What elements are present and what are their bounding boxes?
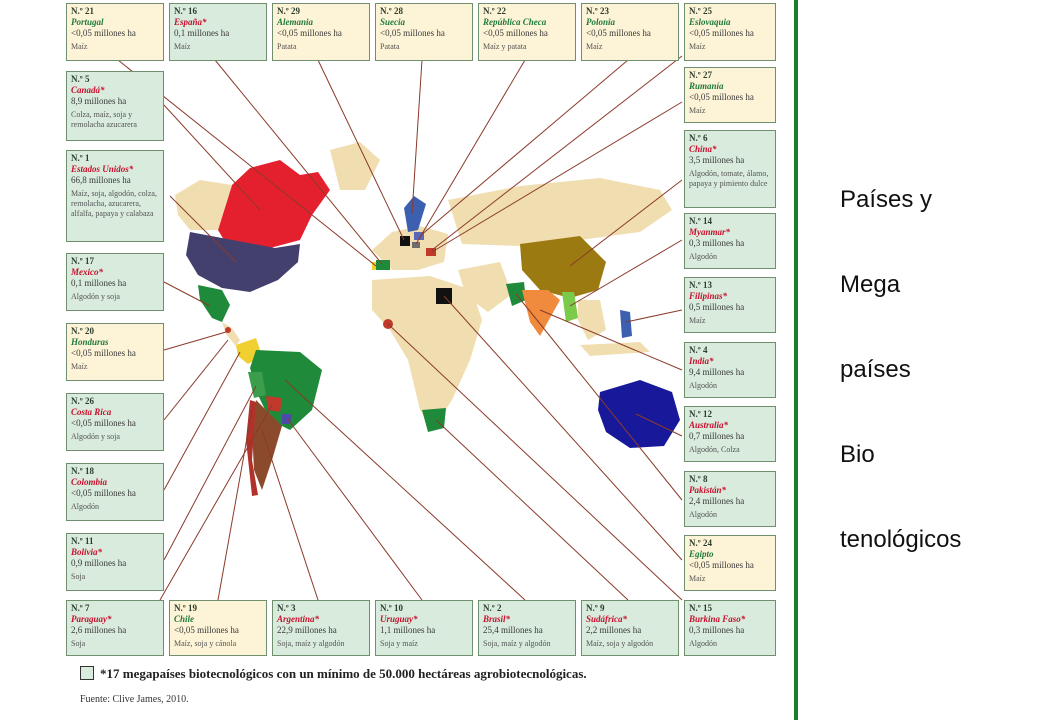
card-number: N.º 13 [689, 280, 712, 290]
card-china [684, 130, 776, 208]
card-number: N.º 4 [689, 345, 708, 355]
card-area: 2,2 millones ha [586, 625, 642, 635]
side-title-line-5: tenológicos [840, 526, 962, 553]
card-area: <0,05 millones ha [380, 28, 445, 38]
card-country: Chile [174, 614, 195, 624]
card-crop: Maíz [689, 42, 706, 51]
card-area: <0,05 millones ha [174, 625, 239, 635]
card-number: N.º 21 [71, 6, 94, 16]
scandinavia-region [404, 196, 426, 232]
card-number: N.º 20 [71, 326, 94, 336]
legend [80, 666, 587, 682]
card-crop: Soja y maíz [380, 639, 418, 648]
card-polonia [581, 3, 679, 61]
card-country: Australia* [689, 420, 729, 430]
card-area: <0,05 millones ha [277, 28, 342, 38]
card-number: N.º 22 [483, 6, 506, 16]
card-number: N.º 9 [586, 603, 605, 613]
card-filipinas [684, 277, 776, 333]
card-country: Burkina Faso* [689, 614, 746, 624]
card-number: N.º 5 [71, 74, 90, 84]
card-number: N.º 11 [71, 536, 94, 546]
card-number: N.º 28 [380, 6, 403, 16]
south-africa-region [422, 408, 446, 432]
card-number: N.º 24 [689, 538, 712, 548]
card-rumania [684, 67, 776, 123]
card-burkina [684, 600, 776, 656]
card-alemania [272, 3, 370, 61]
czech-region [412, 242, 420, 248]
card-crop: Maíz, soja y algodón [586, 639, 654, 648]
card-number: N.º 8 [689, 474, 708, 484]
card-country: Paraguay* [71, 614, 112, 624]
card-crop: Algodón [689, 252, 717, 261]
card-number: N.º 25 [689, 6, 712, 16]
card-area: 9,4 millones ha [689, 367, 745, 377]
card-country: China* [689, 144, 717, 154]
card-crop: Patata [380, 42, 400, 51]
card-crop: Algodón y soja [71, 292, 120, 301]
card-country: Myanmar* [689, 227, 731, 237]
card-crop: Maíz [586, 42, 603, 51]
card-area: 3,5 millones ha [689, 155, 745, 165]
card-country: Filipinas* [689, 291, 728, 301]
card-country: Honduras [71, 337, 109, 347]
card-crop: Maíz [689, 574, 706, 583]
card-area: <0,05 millones ha [689, 92, 754, 102]
card-country: India* [689, 356, 714, 366]
card-brasil [478, 600, 576, 656]
africa-region [372, 276, 482, 430]
card-crop: Maíz, soja y cánola [174, 639, 237, 648]
card-crop: Maíz [689, 106, 706, 115]
card-suecia [375, 3, 473, 61]
card-eslovaquia [684, 3, 776, 61]
card-number: N.º 18 [71, 466, 94, 476]
paraguay-region [266, 396, 282, 412]
card-number: N.º 1 [71, 153, 90, 163]
card-country: Argentina* [277, 614, 320, 624]
china-region [520, 236, 606, 298]
germany-region [400, 236, 410, 246]
card-country: Pakistán* [689, 485, 727, 495]
card-rep-checa [478, 3, 576, 61]
card-country: Colombia [71, 477, 108, 487]
card-area: 0,3 millones ha [689, 625, 745, 635]
card-country: Sudáfrica* [586, 614, 628, 624]
greenland-region [330, 142, 380, 190]
card-number: N.º 26 [71, 396, 94, 406]
seasia-region [578, 300, 606, 340]
card-crop: Maíz [71, 42, 88, 51]
card-country: Egipto [689, 549, 714, 559]
card-crop: Colza, maíz, soja y remolacha azucarera [71, 110, 137, 129]
card-number: N.º 23 [586, 6, 609, 16]
card-crop: Soja, maíz y algodón [483, 639, 551, 648]
card-argentina [272, 600, 370, 656]
card-area: <0,05 millones ha [71, 28, 136, 38]
card-country: Costa Rica [71, 407, 112, 417]
romania-region [426, 248, 436, 256]
legend-swatch [80, 666, 94, 680]
card-paraguay [66, 600, 164, 656]
card-india [684, 342, 776, 398]
card-sudafrica [581, 600, 679, 656]
card-area: 0,3 millones ha [689, 238, 745, 248]
indonesia-region [580, 342, 650, 356]
source-note: Fuente: Clive James, 2010. [80, 694, 189, 705]
myanmar-region [562, 292, 578, 322]
vertical-divider [794, 0, 798, 720]
card-uruguay [375, 600, 473, 656]
mexico-region [198, 285, 230, 322]
card-area: <0,05 millones ha [71, 418, 136, 428]
card-country: Mexico* [71, 267, 103, 277]
philippines-region [620, 310, 632, 338]
card-number: N.º 7 [71, 603, 90, 613]
card-pakistan [684, 471, 776, 527]
card-crop: Maíz [71, 362, 88, 371]
card-number: N.º 17 [71, 256, 94, 266]
card-area: 2,4 millones ha [689, 496, 745, 506]
card-area: 22,9 millones ha [277, 625, 337, 635]
card-number: N.º 14 [689, 216, 712, 226]
card-crop: Soja, maíz y algodón [277, 639, 345, 648]
card-country: Uruguay* [380, 614, 418, 624]
card-costa-rica [66, 393, 164, 451]
card-portugal [66, 3, 164, 61]
card-area: 8,9 millones ha [71, 96, 127, 106]
card-crop: Algodón, Colza [689, 445, 740, 454]
card-colombia [66, 463, 164, 521]
card-area: 2,6 millones ha [71, 625, 127, 635]
card-crop: Algodón [71, 502, 99, 511]
card-crop: Maíz y patata [483, 42, 527, 51]
card-crop: Algodón [689, 639, 717, 648]
card-mexico [66, 253, 164, 311]
side-title-line-3: países [840, 356, 911, 383]
india-region [522, 290, 560, 336]
side-title-line-2: Mega [840, 271, 901, 298]
card-area: 0,9 millones ha [71, 558, 127, 568]
card-area: 25,4 millones ha [483, 625, 543, 635]
card-area: 66,8 millones ha [71, 175, 131, 185]
card-espana [169, 3, 267, 61]
card-number: N.º 6 [689, 133, 708, 143]
card-area: 0,1 millones ha [71, 278, 127, 288]
card-eeuu [66, 150, 164, 242]
card-area: <0,05 millones ha [689, 28, 754, 38]
card-number: N.º 3 [277, 603, 296, 613]
card-myanmar [684, 213, 776, 269]
card-area: <0,05 millones ha [71, 348, 136, 358]
card-country: Alemania [277, 17, 314, 27]
card-country: Brasil* [483, 614, 511, 624]
card-country: Polonia [586, 17, 616, 27]
card-area: <0,05 millones ha [586, 28, 651, 38]
card-crop: Algodón y soja [71, 432, 120, 441]
card-egipto [684, 535, 776, 591]
card-country: Suecia [380, 17, 406, 27]
card-crop: Soja [71, 639, 86, 648]
card-crop: Soja [71, 572, 86, 581]
card-crop: Algodón [689, 510, 717, 519]
card-area: <0,05 millones ha [483, 28, 548, 38]
card-area: 0,7 millones ha [689, 431, 745, 441]
card-number: N.º 15 [689, 603, 712, 613]
card-area: <0,05 millones ha [71, 488, 136, 498]
card-crop: Algodón, tomate, álamo, papaya y pimiento dulce [689, 169, 769, 188]
side-title-line-4: Bio [840, 441, 875, 468]
card-area: 0,1 millones ha [174, 28, 230, 38]
card-canada [66, 71, 164, 141]
card-number: N.º 10 [380, 603, 403, 613]
card-number: N.º 12 [689, 409, 712, 419]
card-area: 1,1 millones ha [380, 625, 436, 635]
card-country: Eslovaquia [689, 17, 731, 27]
card-country: Canadá* [71, 85, 105, 95]
card-crop: Algodón [689, 381, 717, 390]
card-chile [169, 600, 267, 656]
central-america-region [222, 322, 240, 346]
canada-region [218, 160, 330, 250]
card-number: N.º 29 [277, 6, 300, 16]
card-number: N.º 27 [689, 70, 712, 80]
card-country: España* [174, 17, 207, 27]
legend-text: *17 megapaíses biotecnológicos con un mínimo de 50.000 hectáreas agrobiotecnológicas. [100, 666, 587, 681]
card-number: N.º 16 [174, 6, 197, 16]
side-title-line-1: Países y [840, 186, 933, 213]
card-australia [684, 406, 776, 462]
card-area: 0,5 millones ha [689, 302, 745, 312]
australia-region [598, 380, 680, 448]
card-crop: Maíz [174, 42, 191, 51]
card-country: República Checa [483, 17, 547, 27]
card-country: Portugal [71, 17, 104, 27]
card-number: N.º 19 [174, 603, 197, 613]
card-honduras [66, 323, 164, 381]
card-crop: Maíz, soja, algodón, colza, remolacha, azucarera, alfalfa, papaya y calabaza [71, 189, 157, 218]
spain-region [376, 260, 390, 270]
card-crop: Maíz [689, 316, 706, 325]
card-country: Bolivia* [71, 547, 102, 557]
card-country: Estados Unidos* [71, 164, 134, 174]
card-number: N.º 2 [483, 603, 502, 613]
card-area: <0,05 millones ha [689, 560, 754, 570]
card-country: Rumanía [689, 81, 724, 91]
card-crop: Patata [277, 42, 297, 51]
card-bolivia [66, 533, 164, 591]
